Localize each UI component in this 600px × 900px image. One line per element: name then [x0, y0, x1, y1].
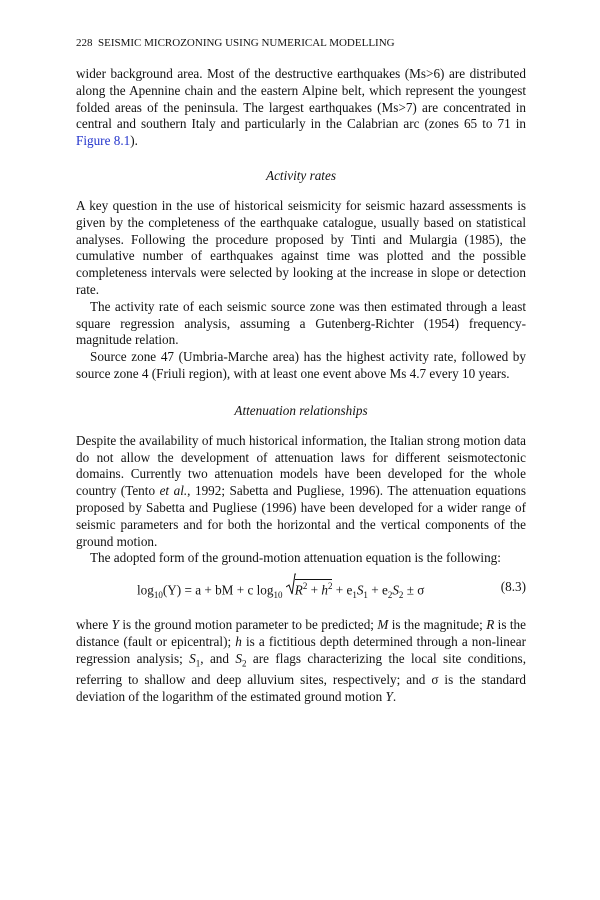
- equation-number: (8.3): [500, 579, 526, 595]
- paragraph-7: where Y is the ground motion parameter to be predicted; M is the magnitude; R is the distance (fault or epicentral); h is a fictitious depth determined through a non-linear regression analysis; $S_1$, and $S_2$ are flags characterizing the local site conditions, referring to shallow and deep alluvium sites, respectively; and σ is the standard deviation of the logarithm of the estimated ground motion Y.: [76, 617, 526, 704]
- paragraph-6: The adopted form of the ground-motion attenuation equation is the following:: [90, 550, 501, 566]
- running-header: [76, 37, 395, 49]
- paragraph-1: wider background area. Most of the destructive earthquakes (Ms>6) are distributed along the Apennine chain and the eastern Alpine belt, which represent the youngest folded areas of the peninsula. The largest earthquakes (Ms>7) are concentrated in central and southern Italy and particularly in the Calabrian arc (zones 65 to 71 in Figure 8.1).: [76, 66, 526, 149]
- sqrt-radical-icon: [286, 573, 296, 595]
- paragraph-3: The activity rate of each seismic source zone was then estimated through a least square regression analysis, assuming a Gutenberg-Richter (1954) frequency-magnitude relation.: [76, 298, 526, 348]
- page-number: 228: [76, 37, 93, 49]
- heading-attenuation: Attenuation relationships: [234, 402, 368, 418]
- figure-link[interactable]: Figure 8.1: [76, 133, 131, 149]
- running-title: SEISMIC MICROZONING USING NUMERICAL MODELLING: [98, 37, 395, 49]
- body: [76, 66, 526, 706]
- paragraph-2: A key question in the use of historical seismicity for seismic hazard assessments is given by the completeness of the earthquake catalogue, usually based on statistical analyses. Following the procedure proposed by Tinti and Mulargia (1985), the cumulative number of earthquakes against time was plotted and the possible completeness intervals were selected by looking at the increase in slope or detection rate.: [76, 197, 526, 297]
- heading-activity-rates: Activity rates: [266, 167, 336, 183]
- equation-8-3: [76, 577, 526, 601]
- sqrt: $R^2 + h^2$: [286, 579, 333, 598]
- paragraph-5: Despite the availability of much historical information, the Italian strong motion data do not allow the development of attenuation laws for different seismotectonic domains. Currently two attenuation models have been developed for the whole country (Tento et al., 1992; Sabetta and Pugliese, 1996). The attenuation equations proposed by Sabetta and Pugliese (1996) have been developed for a wider range of seismic parameters and for both the horizontal and the vertical components of the ground motion.: [76, 432, 527, 549]
- equation-body: $\log_{10}(Y) = a$ + bM + c $\log_{10}$ $R^2 + h^2 + e_1S_1 + e_2S_2 \pm \sigma$: [137, 579, 424, 600]
- paragraph-4: Source zone 47 (Umbria-Marche area) has the highest activity rate, followed by source zone 4 (Friuli region), with at least one event above Ms 4.7 every 10 years.: [76, 349, 526, 381]
